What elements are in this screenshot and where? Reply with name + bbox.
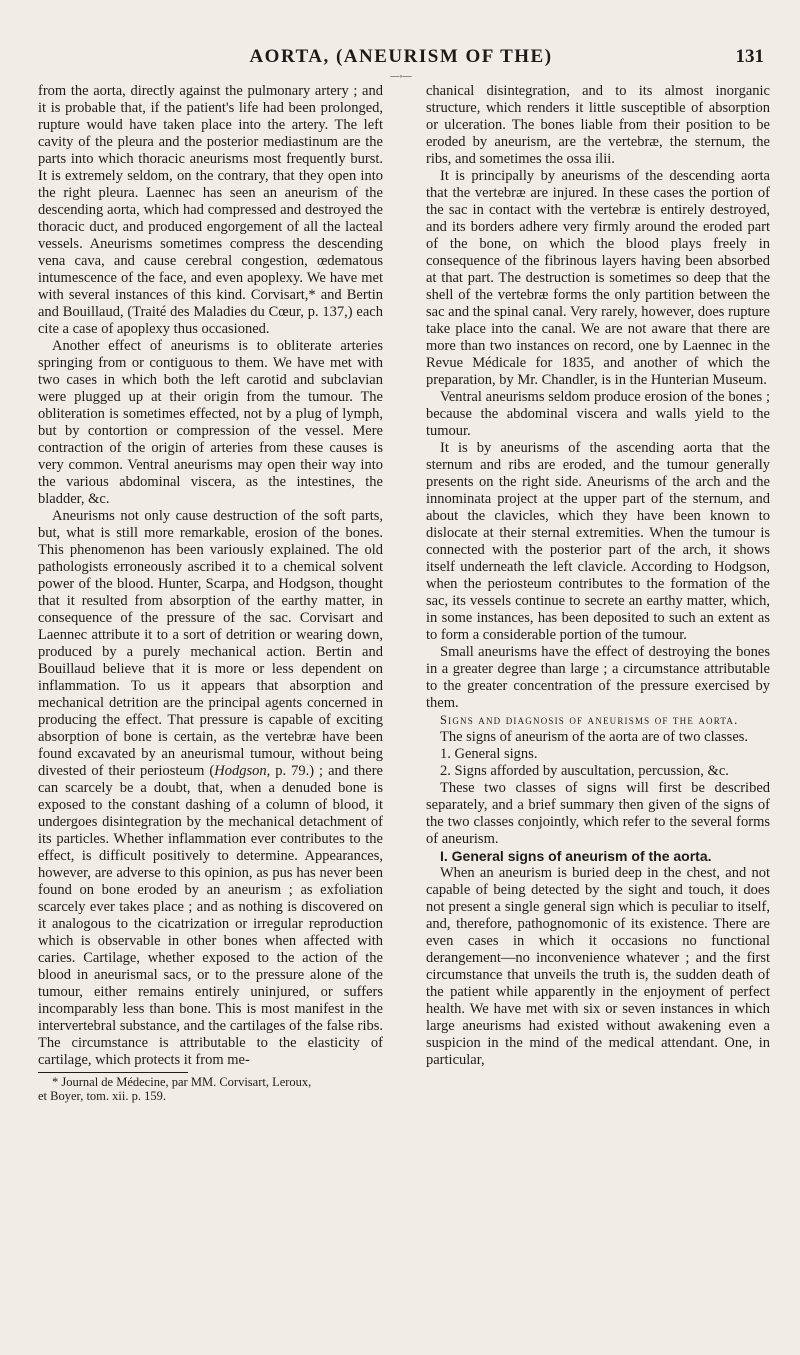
left-column	[38, 83, 383, 1103]
right-paragraph-8: When an aneurism is buried deep in the chest, and not capable of being detected by the sight and touch, it does not present a single general sign which is peculiar to itself, and, therefore, pathognomonic of its existence. There are even cases in which it occasions no functional derangement—no inconvenience whatever ; and the first circumstance that unveils the truth is, the sudden death of the patient while apparently in the enjoyment of perfect health. We have met with six or seven instances in which large aneurisms had existed without awakening even a suspicion in the mind of the medical attendant. One, in particular,	[426, 865, 770, 1068]
footnote	[38, 1075, 383, 1103]
left-paragraph-3-part-1: Aneurisms not only cause destruction of the soft parts, but, what is still more remarkable, erosion of the bones. This phenomenon has been variously explained. The old pathologists erroneously ascribed it to a chemical solvent power of the blood. Hunter, Scarpa, and Hodgson, thought that it resulted from absorption of the earthy matter, in consequence of the pressure of the sac. Corvisart and Laennec attribute it to a sort of detrition or wearing down, produced by a purely mechanical action. Bertin and Bouillaud believe that it is more or less dependent on inflammation. To us it appears that absorption and mechanical detrition are the principal agents concerned in producing the effect. That pressure is capable of exciting absorption of bone is certain, as the vertebræ have been found excavated by an aneurismal tumour, without being divested of their periosteum (	[38, 508, 383, 779]
page-number: 131	[735, 46, 764, 67]
left-paragraph-1: from the aorta, directly against the pulmonary artery ; and it is probable that, if the patient's life had been prolonged, rupture would have taken place into the artery. The left cavity of the pleura and the posterior mediastinum are the parts into which thoracic aneurisms most frequently burst. It is extremely seldom, on the contrary, that they open into the right pleura. Laennec has seen an aneurism of the descending aorta, which had compressed and destroyed the thoracic duct, and produced engorgement of all the lacteal vessels. Aneurisms sometimes compress the descending vena cava, and cause cerebral congestion, œdematous intumescence of the face, and even apoplexy. We have met with several instances of this kind. Corvisart,* and Bertin and Bouillaud, (Traité des Maladies du Cœur, p. 137,) each cite a case of apoplexy thus occasioned.	[38, 83, 383, 337]
right-paragraph-2: It is principally by aneurisms of the descending aorta that the vertebræ are injured. In these cases the portion of the sac in contact with the vertebræ is entirely destroyed, and its borders adhere very firmly around the eroded part of the bone, on which the blood plays freely in consequence of the fibrinous layers having been absorbed at that part. The destruction is sometimes so deep that the shell of the vertebræ forms the only partition between the sac and the spinal canal. Very rarely, however, does rupture take place into the canal. We are not aware that there are more than two instances on record, one by Laennec in the Revue Médicale for 1835, and another of which the preparation, by Mr. Chandler, is in the Hunterian Museum.	[426, 168, 770, 388]
left-paragraph-2: Another effect of aneurisms is to obliterate arteries springing from or contiguous to them. We have met with two cases in which both the left carotid and subclavian were plugged up at their origin from the tumour. The obliteration is sometimes effected, not by a plug of lymph, but by contortion or compression of the vessel. Mere contraction of the origin of arteries from these causes is very common. Ventral aneurisms may open their way into the various abdominal viscera, as the intestines, the bladder, &c.	[38, 338, 383, 507]
right-paragraph-5: Small aneurisms have the effect of destroying the bones in a greater degree than large ; a circumstance attributable to the greater concentration of the pressure exercised by them.	[426, 644, 770, 711]
right-paragraph-1: chanical disintegration, and to its almost inorganic structure, which renders it little susceptible of absorption or ulceration. The bones liable from their position to be eroded by aneurism, are the vertebræ, the sternum, the ribs, and sometimes the ossa ilii.	[426, 83, 770, 167]
left-paragraph-3	[38, 508, 383, 1069]
left-paragraph-3-part-2: p. 79.) ; and there can scarcely be a doubt, that, when a denuded bone is exposed to the constant dashing of a column of blood, it undergoes disintegration by the mechanical detachment of its particles. Whether inflammation ever contributes to the effect, is difficult positively to determine. Appearances, however, are adverse to this opinion, as pus has never been found on bone eroded by an aneurism ; as exfoliation scarcely ever takes place ; and as nothing is discovered on it analogous to the cicatrization or irregular reproduction which is observable in other bones when affected with caries. Cartilage, whether exposed to the action of the blood in aneurismal sacs, or to the pressure alone of the tumour, either remains entirely uninjured, or suffers incomparably less than bone. This is most manifest in the intervertebral substance, and the cartilages of the false ribs. The circumstance is attributable to the elasticity of cartilage, which protects it from me-	[38, 763, 383, 1068]
running-head: AORTA, (ANEURISM OF THE)	[249, 46, 553, 67]
right-paragraph-7: These two classes of signs will first be described separately, and a brief summary then given of the signs of the two classes conjointly, which refer to the several forms of aneurism.	[426, 780, 770, 847]
citation-hodgson: Hodgson,	[214, 763, 271, 779]
list-item-auscultation-signs: 2. Signs afforded by auscultation, percussion, &c.	[440, 763, 729, 779]
header-ornament: —◦—	[390, 71, 412, 81]
footnote-line-2: et Boyer, tom. xii. p. 159.	[38, 1089, 166, 1103]
section-heading: Signs and diagnosis of aneurisms of the aorta.	[440, 713, 739, 727]
right-paragraph-3: Ventral aneurisms seldom produce erosion of the bones ; because the abdominal viscera and walls yield to the tumour.	[426, 389, 770, 439]
footnote-divider	[38, 1072, 188, 1073]
right-paragraph-4: It is by aneurisms of the ascending aorta that the sternum and ribs are eroded, and the tumour generally presents on the right side. Aneurisms of the arch and the innominata project at the upper part of the sternum, and about the clavicles, which they have been known to dislocate at their sternal extremities. When the tumour is connected with the posterior part of the arch, it shows itself underneath the left clavicle. According to Hodgson, when the periosteum contributes to the formation of the sac, its vessels continue to secrete an earthy matter, which, in some instances, has been deposited to such an extent as to form a considerable portion of the tumour.	[426, 440, 770, 643]
footnote-line-1: * Journal de Médecine, par MM. Corvisart, Leroux,	[52, 1075, 312, 1089]
page-header	[38, 46, 764, 81]
right-column	[426, 83, 770, 1069]
subheading-general-signs: I. General signs of aneurism of the aorta.	[440, 848, 712, 864]
list-item-general-signs: 1. General signs.	[440, 746, 538, 762]
right-paragraph-6: The signs of aneurism of the aorta are of two classes.	[440, 729, 749, 745]
